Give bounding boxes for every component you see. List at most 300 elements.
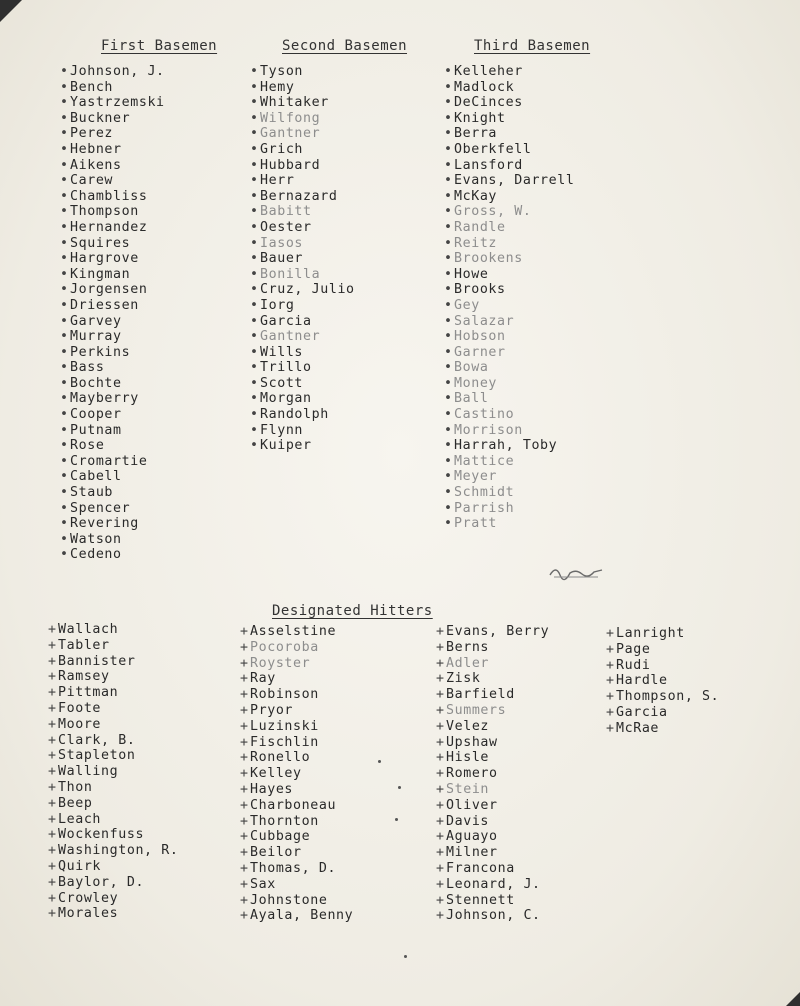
player-name: Royster	[250, 655, 311, 671]
player-list-item	[60, 173, 165, 189]
player-name: Cromartie	[70, 453, 148, 469]
player-name: Howe	[454, 266, 489, 282]
scan-corner-mark	[786, 992, 800, 1006]
player-list-item	[48, 701, 178, 717]
player-list-item	[436, 861, 549, 877]
player-name: Ray	[250, 671, 276, 687]
dot-mark-icon: •	[60, 266, 69, 282]
player-name: Ronello	[250, 750, 311, 766]
player-name: Morales	[58, 906, 119, 922]
dot-mark-icon: •	[250, 188, 259, 204]
dot-mark-icon: •	[250, 141, 259, 157]
player-list-item	[436, 782, 549, 798]
dot-mark-icon: •	[250, 282, 259, 298]
dot-mark-icon: •	[250, 422, 259, 438]
dot-mark-icon: •	[444, 79, 453, 95]
dot-mark-icon: •	[444, 485, 453, 501]
plus-mark-icon: +	[606, 626, 615, 641]
dot-mark-icon: •	[250, 110, 259, 126]
player-list-item	[48, 685, 178, 701]
player-list-item	[444, 111, 574, 127]
dot-mark-icon: •	[444, 95, 453, 111]
dot-mark-icon: •	[444, 500, 453, 516]
plus-mark-icon: +	[48, 637, 57, 653]
player-list-item	[444, 251, 574, 267]
player-list-item	[444, 329, 574, 345]
player-name: Hargrove	[70, 251, 139, 267]
player-name: Gross, W.	[454, 204, 532, 220]
player-name: Davis	[446, 813, 490, 829]
player-name: Kingman	[70, 266, 131, 282]
dot-mark-icon: •	[444, 266, 453, 282]
player-name: Summers	[446, 702, 507, 718]
player-list-item	[240, 861, 353, 877]
dot-mark-icon: •	[250, 235, 259, 251]
player-list-item	[444, 438, 574, 454]
plus-mark-icon: +	[436, 702, 445, 718]
dot-mark-icon: •	[60, 438, 69, 454]
second-basemen-list	[250, 64, 355, 454]
player-name: Kuiper	[260, 438, 312, 454]
dot-mark-icon: •	[60, 251, 69, 267]
dot-mark-icon: •	[60, 173, 69, 189]
player-name: Mattice	[454, 453, 515, 469]
player-list-item	[444, 501, 574, 517]
player-list-item	[250, 173, 355, 189]
player-name: Velez	[446, 718, 490, 734]
plus-mark-icon: +	[436, 655, 445, 671]
dot-mark-icon: •	[250, 438, 259, 454]
player-name: Bannister	[58, 653, 136, 669]
player-name: Thornton	[250, 813, 319, 829]
player-name: Schmidt	[454, 485, 515, 501]
player-name: Garcia	[616, 704, 668, 720]
plus-mark-icon: +	[436, 671, 445, 687]
dot-mark-icon: •	[60, 141, 69, 157]
player-name: Baylor, D.	[58, 874, 145, 890]
player-name: Buckner	[70, 110, 131, 126]
player-list-item	[250, 220, 355, 236]
player-name: Wallach	[58, 622, 119, 637]
player-list-item	[240, 703, 353, 719]
player-list-item	[48, 827, 178, 843]
player-name: Garner	[454, 344, 506, 360]
player-name: McKay	[454, 188, 498, 204]
dot-mark-icon: •	[444, 235, 453, 251]
player-name: Whitaker	[260, 95, 329, 111]
scan-corner-mark	[0, 0, 22, 22]
player-list-item	[60, 267, 165, 283]
player-list-item	[60, 547, 165, 563]
player-list-item	[444, 454, 574, 470]
player-list-item	[48, 638, 178, 654]
player-list-item	[444, 142, 574, 158]
player-list-item	[60, 329, 165, 345]
player-list-item	[436, 687, 549, 703]
player-list-item	[250, 80, 355, 96]
player-list-item	[250, 391, 355, 407]
player-list-item	[444, 189, 574, 205]
plus-mark-icon: +	[436, 639, 445, 655]
plus-mark-icon: +	[606, 689, 615, 705]
player-name: Hernandez	[70, 219, 148, 235]
player-list-item	[250, 282, 355, 298]
player-name: Castino	[454, 407, 515, 423]
player-name: Upshaw	[446, 734, 498, 750]
player-name: Evans, Berry	[446, 624, 550, 639]
plus-mark-icon: +	[240, 624, 249, 639]
dot-mark-icon: •	[444, 110, 453, 126]
player-list-item	[48, 733, 178, 749]
plus-mark-icon: +	[436, 829, 445, 845]
player-name: Hubbard	[260, 157, 321, 173]
plus-mark-icon: +	[240, 718, 249, 734]
player-list-item	[250, 360, 355, 376]
plus-mark-icon: +	[48, 732, 57, 748]
player-name: Johnson, C.	[446, 908, 541, 924]
plus-mark-icon: +	[240, 860, 249, 876]
player-list-item	[60, 282, 165, 298]
player-name: Flynn	[260, 422, 304, 438]
player-name: Reitz	[454, 235, 498, 251]
plus-mark-icon: +	[48, 716, 57, 732]
player-list-item	[606, 658, 719, 674]
plus-mark-icon: +	[240, 639, 249, 655]
player-list-item	[250, 407, 355, 423]
plus-mark-icon: +	[48, 890, 57, 906]
player-list-item	[48, 891, 178, 907]
plus-mark-icon: +	[436, 892, 445, 908]
player-name: Bauer	[260, 251, 304, 267]
dot-mark-icon: •	[60, 531, 69, 547]
player-list-item	[436, 893, 549, 909]
dot-mark-icon: •	[444, 344, 453, 360]
player-list-item	[250, 329, 355, 345]
player-name: Beilor	[250, 845, 302, 861]
player-name: Bowa	[454, 360, 489, 376]
player-name: Johnson, J.	[70, 64, 165, 79]
player-name: Morrison	[454, 422, 523, 438]
player-list-item	[240, 798, 353, 814]
player-list-item	[60, 407, 165, 423]
dot-mark-icon: •	[444, 173, 453, 189]
plus-mark-icon: +	[240, 671, 249, 687]
dot-mark-icon: •	[444, 516, 453, 532]
player-name: Randle	[454, 219, 506, 235]
player-name: Salazar	[454, 313, 515, 329]
player-list-item	[60, 80, 165, 96]
player-list-item	[60, 516, 165, 532]
player-list-item	[436, 829, 549, 845]
player-list-item	[250, 126, 355, 142]
dot-mark-icon: •	[444, 407, 453, 423]
player-list-item	[60, 454, 165, 470]
dot-mark-icon: •	[250, 329, 259, 345]
plus-mark-icon: +	[436, 797, 445, 813]
dot-mark-icon: •	[60, 360, 69, 376]
player-name: Johnstone	[250, 892, 328, 908]
dot-mark-icon: •	[60, 219, 69, 235]
dot-mark-icon: •	[60, 391, 69, 407]
player-list-item	[444, 298, 574, 314]
player-list-item	[48, 875, 178, 891]
player-name: Iorg	[260, 297, 295, 313]
player-name: Tabler	[58, 637, 110, 653]
player-list-item	[436, 640, 549, 656]
player-list-item	[240, 877, 353, 893]
player-name: Wockenfuss	[58, 827, 145, 843]
player-list-item	[444, 173, 574, 189]
dot-mark-icon: •	[60, 95, 69, 111]
player-list-item	[240, 893, 353, 909]
player-name: Trillo	[260, 360, 312, 376]
player-name: Iasos	[260, 235, 304, 251]
player-name: Cubbage	[250, 829, 311, 845]
dot-mark-icon: •	[444, 219, 453, 235]
player-name: Parrish	[454, 500, 515, 516]
player-name: McRae	[616, 720, 660, 736]
plus-mark-icon: +	[606, 704, 615, 720]
player-name: Gantner	[260, 329, 321, 345]
dot-mark-icon: •	[60, 282, 69, 298]
dot-mark-icon: •	[444, 329, 453, 345]
plus-mark-icon: +	[48, 653, 57, 669]
player-list-item	[444, 423, 574, 439]
player-name: Bonilla	[260, 266, 321, 282]
player-name: Perkins	[70, 344, 131, 360]
player-name: Knight	[454, 110, 506, 126]
plus-mark-icon: +	[436, 813, 445, 829]
plus-mark-icon: +	[436, 718, 445, 734]
dot-mark-icon: •	[250, 297, 259, 313]
plus-mark-icon: +	[48, 622, 57, 637]
player-name: Page	[616, 641, 651, 657]
player-name: Crowley	[58, 890, 119, 906]
player-name: Meyer	[454, 469, 498, 485]
plus-mark-icon: +	[436, 781, 445, 797]
dot-mark-icon: •	[444, 453, 453, 469]
player-list-item	[60, 64, 165, 80]
dot-mark-icon: •	[444, 438, 453, 454]
plus-mark-icon: +	[48, 748, 57, 764]
player-list-item	[240, 735, 353, 751]
player-list-item	[250, 158, 355, 174]
player-list-item	[240, 719, 353, 735]
player-name: Tyson	[260, 64, 304, 79]
player-name: Hemy	[260, 79, 295, 95]
dot-mark-icon: •	[444, 188, 453, 204]
plus-mark-icon: +	[606, 673, 615, 689]
first-basemen-heading: First Basemen	[101, 38, 218, 54]
player-list-item	[60, 376, 165, 392]
player-list-item	[444, 391, 574, 407]
player-name: Fischlin	[250, 734, 319, 750]
player-list-item	[444, 314, 574, 330]
dot-mark-icon: •	[250, 360, 259, 376]
player-list-item	[436, 908, 549, 924]
plus-mark-icon: +	[240, 750, 249, 766]
player-name: Lansford	[454, 157, 523, 173]
player-list-item	[60, 438, 165, 454]
player-name: Herr	[260, 173, 295, 189]
dot-mark-icon: •	[444, 297, 453, 313]
plus-mark-icon: +	[436, 876, 445, 892]
player-list-item	[606, 626, 719, 642]
player-list-item	[436, 719, 549, 735]
player-list-item	[436, 877, 549, 893]
player-list-item	[60, 189, 165, 205]
player-name: Bochte	[70, 375, 122, 391]
player-name: Chambliss	[70, 188, 148, 204]
plus-mark-icon: +	[240, 908, 249, 924]
player-name: Berns	[446, 639, 490, 655]
dot-mark-icon: •	[60, 453, 69, 469]
player-name: Carew	[70, 173, 114, 189]
player-list-item	[250, 142, 355, 158]
player-name: Gantner	[260, 126, 321, 142]
plus-mark-icon: +	[48, 685, 57, 701]
plus-mark-icon: +	[436, 750, 445, 766]
dot-mark-icon: •	[444, 375, 453, 391]
player-name: Stennett	[446, 892, 515, 908]
player-name: Luzinski	[250, 718, 319, 734]
dot-mark-icon: •	[444, 313, 453, 329]
plus-mark-icon: +	[606, 720, 615, 736]
player-name: Leonard, J.	[446, 876, 541, 892]
player-name: Beep	[58, 795, 93, 811]
player-list-item	[240, 671, 353, 687]
player-name: Staub	[70, 485, 114, 501]
player-name: Oliver	[446, 797, 498, 813]
plus-mark-icon: +	[48, 827, 57, 843]
player-name: Bernazard	[260, 188, 338, 204]
plus-mark-icon: +	[436, 860, 445, 876]
player-list-item	[444, 516, 574, 532]
player-name: Bench	[70, 79, 114, 95]
plus-mark-icon: +	[48, 764, 57, 780]
player-name: Thon	[58, 779, 93, 795]
player-list-item	[250, 251, 355, 267]
player-name: Aguayo	[446, 829, 498, 845]
dot-mark-icon: •	[250, 344, 259, 360]
player-list-item	[240, 845, 353, 861]
player-list-item	[436, 656, 549, 672]
player-list-item	[48, 622, 178, 638]
player-list-item	[444, 95, 574, 111]
player-list-item	[444, 282, 574, 298]
plus-mark-icon: +	[48, 874, 57, 890]
player-list-item	[48, 748, 178, 764]
dot-mark-icon: •	[60, 110, 69, 126]
dot-mark-icon: •	[60, 64, 69, 79]
player-name: Murray	[70, 329, 122, 345]
dot-mark-icon: •	[60, 313, 69, 329]
player-list-item	[436, 766, 549, 782]
player-list-item	[444, 236, 574, 252]
player-name: Wilfong	[260, 110, 321, 126]
third-basemen-heading: Third Basemen	[474, 38, 591, 54]
player-list-item	[240, 687, 353, 703]
player-list-item	[444, 64, 574, 80]
player-list-item	[240, 814, 353, 830]
dot-mark-icon: •	[444, 391, 453, 407]
player-name: Charboneau	[250, 797, 337, 813]
plus-mark-icon: +	[48, 843, 57, 859]
plus-mark-icon: +	[48, 669, 57, 685]
dot-mark-icon: •	[60, 188, 69, 204]
dot-mark-icon: •	[444, 422, 453, 438]
player-list-item	[60, 485, 165, 501]
player-list-item	[60, 95, 165, 111]
player-name: Grich	[260, 141, 304, 157]
player-list-item	[606, 705, 719, 721]
player-name: Quirk	[58, 858, 102, 874]
player-list-item	[250, 314, 355, 330]
player-list-item	[60, 314, 165, 330]
player-name: Romero	[446, 766, 498, 782]
player-list-item	[250, 345, 355, 361]
player-name: Hayes	[250, 781, 294, 797]
plus-mark-icon: +	[48, 700, 57, 716]
player-name: Garcia	[260, 313, 312, 329]
player-list-item	[250, 111, 355, 127]
player-list-item	[48, 906, 178, 922]
player-name: Lanright	[616, 626, 685, 641]
player-list-item	[240, 640, 353, 656]
player-name: Pratt	[454, 516, 498, 532]
player-name: Adler	[446, 655, 490, 671]
player-list-item	[48, 669, 178, 685]
plus-mark-icon: +	[436, 845, 445, 861]
player-name: Hardle	[616, 673, 668, 689]
plus-mark-icon: +	[240, 845, 249, 861]
dot-mark-icon: •	[60, 204, 69, 220]
plus-mark-icon: +	[436, 908, 445, 924]
player-list-item	[444, 360, 574, 376]
dot-mark-icon: •	[250, 95, 259, 111]
player-name: Moore	[58, 716, 102, 732]
player-name: Cooper	[70, 407, 122, 423]
dot-mark-icon: •	[250, 204, 259, 220]
player-name: Asselstine	[250, 624, 337, 639]
player-name: Ayala, Benny	[250, 908, 354, 924]
player-list-item	[60, 204, 165, 220]
player-list-item	[60, 111, 165, 127]
player-name: Hobson	[454, 329, 506, 345]
dot-mark-icon: •	[250, 79, 259, 95]
designated-hitters-list	[240, 624, 353, 924]
dot-mark-icon: •	[60, 126, 69, 142]
player-list-item	[250, 423, 355, 439]
player-name: Randolph	[260, 407, 329, 423]
player-name: Kelley	[250, 766, 302, 782]
plus-mark-icon: +	[436, 734, 445, 750]
player-name: Hebner	[70, 141, 122, 157]
player-list-item	[60, 360, 165, 376]
player-list-item	[250, 376, 355, 392]
player-list-item	[60, 251, 165, 267]
player-list-item	[444, 220, 574, 236]
dot-mark-icon: •	[60, 344, 69, 360]
player-list-item	[48, 717, 178, 733]
player-name: Foote	[58, 700, 102, 716]
player-list-item	[444, 376, 574, 392]
dot-mark-icon: •	[444, 251, 453, 267]
player-name: Stapleton	[58, 748, 136, 764]
player-name: Clark, B.	[58, 732, 136, 748]
player-name: Squires	[70, 235, 131, 251]
dot-mark-icon: •	[60, 422, 69, 438]
